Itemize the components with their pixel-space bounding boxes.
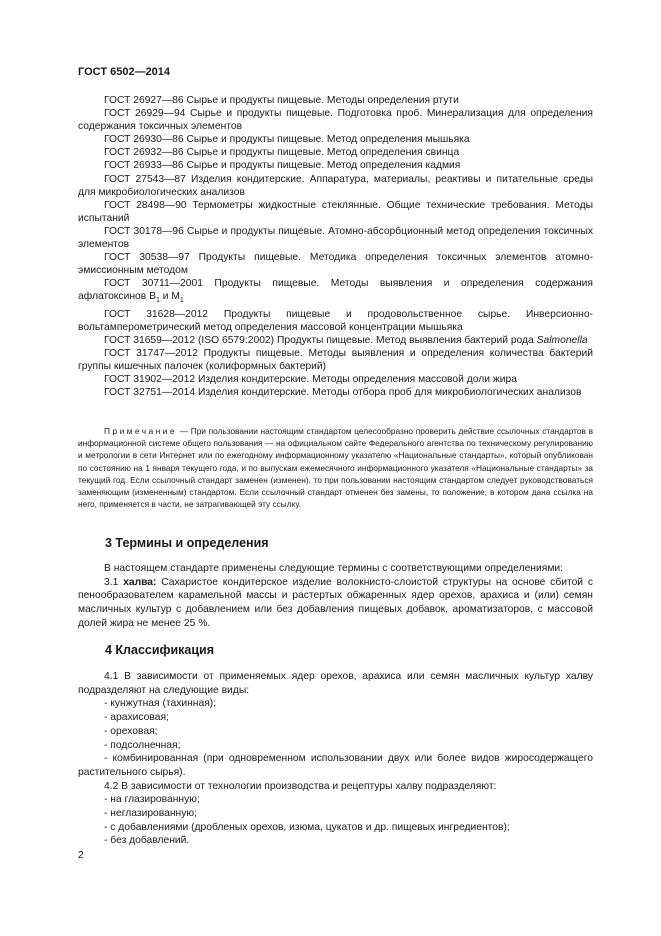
list-item: - комбинированная (при одновременном использовании двух или более видов жиросодержащего растительного сырья). bbox=[78, 753, 593, 778]
normative-references bbox=[78, 94, 593, 399]
document-header: ГОСТ 6502—2014 bbox=[78, 66, 171, 78]
reference-item-salmonella bbox=[78, 334, 593, 347]
reference-item: ГОСТ 28498—90 Термометры жидкостные стеклянные. Общие технические требования. Методы испытаний bbox=[78, 199, 593, 224]
list-item: - на глазированную; bbox=[104, 794, 200, 806]
reference-item: ГОСТ 26927—86 Сырье и продукты пищевые. Методы определения ртути bbox=[104, 95, 459, 106]
note-block bbox=[78, 425, 593, 510]
reference-item: ГОСТ 31628—2012 Продукты пищевые и продовольственное сырье. Инверсионно-вольтамперометрический метод определения массовой концентрации мышьяка bbox=[78, 308, 593, 333]
note-label: Примечание bbox=[104, 426, 178, 436]
subscript: 1 bbox=[155, 297, 160, 305]
list-item: - кунжутная (тахинная); bbox=[104, 698, 217, 710]
reference-item: ГОСТ 30178—96 Сырье и продукты пищевые. Атомно-абсорбционный метод определения токсичных элементов bbox=[78, 225, 593, 251]
section-3-body bbox=[78, 562, 593, 631]
section-3-intro: В настоящем стандарте применены следующие термины с соответствующими определениями: bbox=[104, 563, 564, 574]
paragraph-4-1: 4.1 В зависимости от применяемых ядер орехов, арахиса или семян масличных культур халву подразделяют на следующие виды: bbox=[78, 671, 593, 696]
reference-item: ГОСТ 32751—2014 Изделия кондитерские. Методы отбора проб для микробиологических анализов bbox=[104, 387, 582, 399]
section-4-body bbox=[78, 670, 593, 848]
paragraph-4-2: 4.2 В зависимости от технологии производства и рецептуры халву подразделяют: bbox=[104, 780, 497, 792]
section-4-title: 4 Классификация bbox=[105, 643, 215, 657]
note-text: — При пользовании настоящим стандартом целесообразно проверить действие ссылочных стандартов в информационной системе общего пользования — на официальном сайте Федерального агентства по техническому регулированию и метрологии в сети Интернет или по ежегодному информационному указателю «Национальные стандарты», который опубликован по состоянию на 1 января текущего года, и по выпускам ежемесячного информационного указателя «Национальные стандарты» за текущий год. Если ссылочный стандарт заменен (изменен), то при пользовании настоящим стандартом следует руководствоваться заменяющим (измененным) стандартом. Если ссылочный стандарт отменен без замены, то положение, в котором дана ссылка на него, применяется в части, не затрагивающей эту ссылку. bbox=[78, 426, 593, 510]
reference-item: ГОСТ 31902—2012 Изделия кондитерские. Методы определения массовой доли жира bbox=[104, 374, 517, 386]
reference-item: ГОСТ 31747—2012 Продукты пищевые. Методы выявления и определения количества бактерий группы кишечных палочек (колиформных бактерий) bbox=[78, 347, 593, 372]
reference-text-mid: и M bbox=[159, 291, 180, 303]
term-name: халва: bbox=[123, 576, 157, 588]
reference-item-aflatoxin bbox=[78, 277, 593, 307]
reference-item: ГОСТ 27543—87 Изделия кондитерские. Аппаратура, материалы, реактивы и питательные среды для микробиологических анализов bbox=[78, 173, 593, 198]
list-item: - неглазированную; bbox=[104, 808, 197, 820]
term-text: Сахаристое кондитерское изделие волокнисто-слоистой структуры на основе сбитой с пенообразователем карамельной массы и растертых обжаренных ядер орехов, арахиса и (или) семян масличных культур с добавлением или без добавления пищевых добавок, ароматизаторов, с массовой долей жира не менее 25 %. bbox=[78, 576, 593, 629]
list-item: - ореховая; bbox=[104, 725, 158, 737]
term-number: 3.1 bbox=[104, 576, 124, 588]
reference-item: ГОСТ 30538—97 Продукты пищевые. Методика определения токсичных элементов атомно-эмиссионным методом bbox=[78, 252, 593, 277]
section-3-title: 3 Термины и определения bbox=[105, 536, 269, 550]
reference-item: ГОСТ 26929—94 Сырье и продукты пищевые. Подготовка проб. Минерализация для определения содержания токсичных элементов bbox=[78, 108, 593, 133]
page-number: 2 bbox=[78, 850, 84, 861]
reference-text: ГОСТ 31659—2012 (ISO 6579:2002) Продукты пищевые. Метод выявления бактерий рода bbox=[104, 334, 537, 346]
term-definition bbox=[78, 576, 593, 631]
reference-item: ГОСТ 26933—86 Сырье и продукты пищевые. Метод определения кадмия bbox=[104, 160, 461, 172]
reference-italic: Salmonella bbox=[536, 334, 588, 346]
reference-item: ГОСТ 26932—86 Сырье и продукты пищевые. Метод определения свинца bbox=[104, 147, 460, 159]
subscript: 1 bbox=[179, 297, 184, 305]
list-item: - подсолнечная; bbox=[104, 739, 181, 751]
reference-text: ГОСТ 30711—2001 Продукты пищевые. Методы выявления и определения содержания афлатоксинов B bbox=[78, 278, 593, 303]
list-item: - с добавлениями (дробленых орехов, изюма, цукатов и др. пищевых ингредиентов); bbox=[104, 821, 510, 833]
reference-item: ГОСТ 26930—86 Сырье и продукты пищевые. Метод определения мышьяка bbox=[104, 134, 470, 146]
list-item: - без добавлений. bbox=[104, 835, 190, 847]
list-item: - арахисовая; bbox=[104, 712, 169, 724]
